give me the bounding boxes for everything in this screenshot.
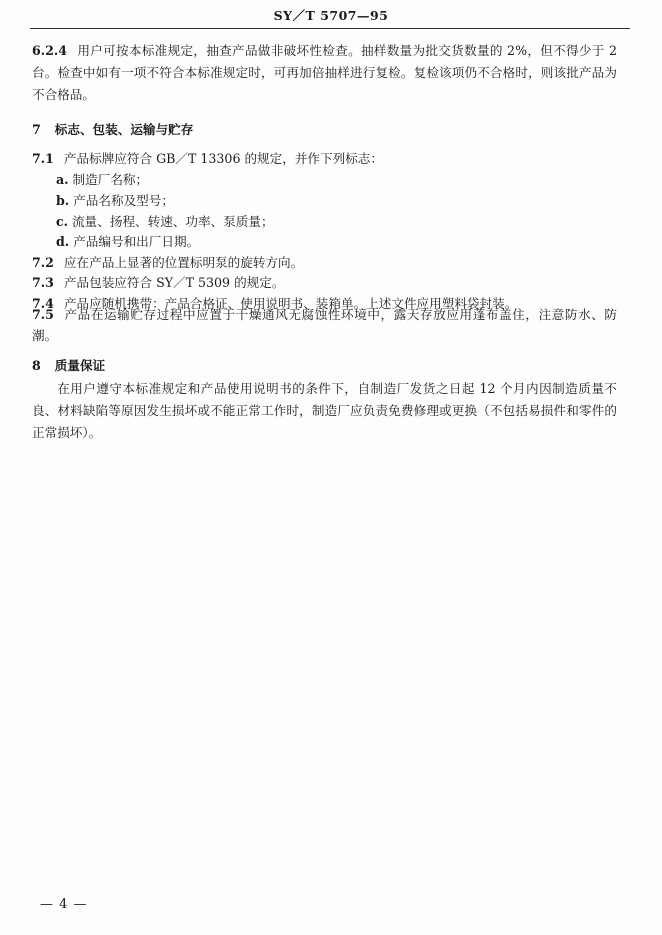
clause-text: 产品包装应符合 SY／T 5309 的规定。 xyxy=(63,275,285,290)
item-text: 流量、扬程、转速、功率、泵质量； xyxy=(72,214,274,229)
clause-6-2-4 xyxy=(32,40,617,106)
item-text: 产品名称及型号； xyxy=(73,193,174,208)
section-8-heading xyxy=(32,356,105,376)
item-key: d. xyxy=(56,234,70,249)
clause-number: 7.1 xyxy=(32,151,54,166)
clause-number: 6.2.4 xyxy=(32,43,68,58)
item-key: c. xyxy=(56,214,69,229)
section-number: 7 xyxy=(32,122,41,137)
list-item xyxy=(56,170,148,190)
clause-7-2 xyxy=(32,253,622,273)
clause-text: 产品应随机携带：产品合格证、使用说明书、装箱单。上述文件应用塑料袋封装。 xyxy=(63,296,518,311)
clause-number: 7.5 xyxy=(32,307,54,322)
list-item xyxy=(56,191,174,211)
clause-text: 产品标牌应符合 GB／T 13306 的规定，并作下列标志： xyxy=(63,151,383,166)
clause-number: 7.2 xyxy=(32,255,54,270)
clause-text: 用户可按本标准规定，抽查产品做非破坏性检查。抽样数量为批交货数量的 2%，但不得少于 2 台。检查中如有一项不符合本标准规定时，可再加倍抽样进行复检。复检该项仍不合格时，则该批产品为不合格品。 xyxy=(32,43,617,102)
clause-text: 应在产品上显著的位置标明泵的旋转方向。 xyxy=(63,255,304,270)
clause-7-3 xyxy=(32,273,622,293)
list-item xyxy=(56,212,274,232)
item-text: 制造厂名称； xyxy=(72,172,149,187)
section-number: 8 xyxy=(32,358,41,373)
clause-number: 7.4 xyxy=(32,296,54,311)
document-code-header: SY／T 5707—95 xyxy=(273,8,389,23)
clause-number: 7.3 xyxy=(32,275,54,290)
item-key: b. xyxy=(56,193,70,208)
section-7-heading xyxy=(32,120,193,140)
clause-text: 产品在运输贮存过程中应置于干燥通风无腐蚀性环境中，露天存放应用蓬布盖住，注意防水、防潮。 xyxy=(32,307,617,343)
section-title: 标志、包装、运输与贮存 xyxy=(54,122,194,137)
page-number: — 4 — xyxy=(40,897,88,912)
item-text: 产品编号和出厂日期。 xyxy=(73,234,200,249)
section-title: 质量保证 xyxy=(54,358,106,373)
item-key: a. xyxy=(56,172,69,187)
header-rule xyxy=(30,28,630,29)
clause-7-1 xyxy=(32,149,622,169)
section-8-body: 在用户遵守本标准规定和产品使用说明书的条件下，自制造厂发货之日起 12 个月内因制造质量不良、材料缺陷等原因发生损坏或不能正常工作时，制造厂应负责免费修理或更换（不包括易损件和零件的正常损坏）。 xyxy=(32,381,617,440)
clause-7-5 xyxy=(32,304,617,346)
list-item xyxy=(56,232,199,252)
